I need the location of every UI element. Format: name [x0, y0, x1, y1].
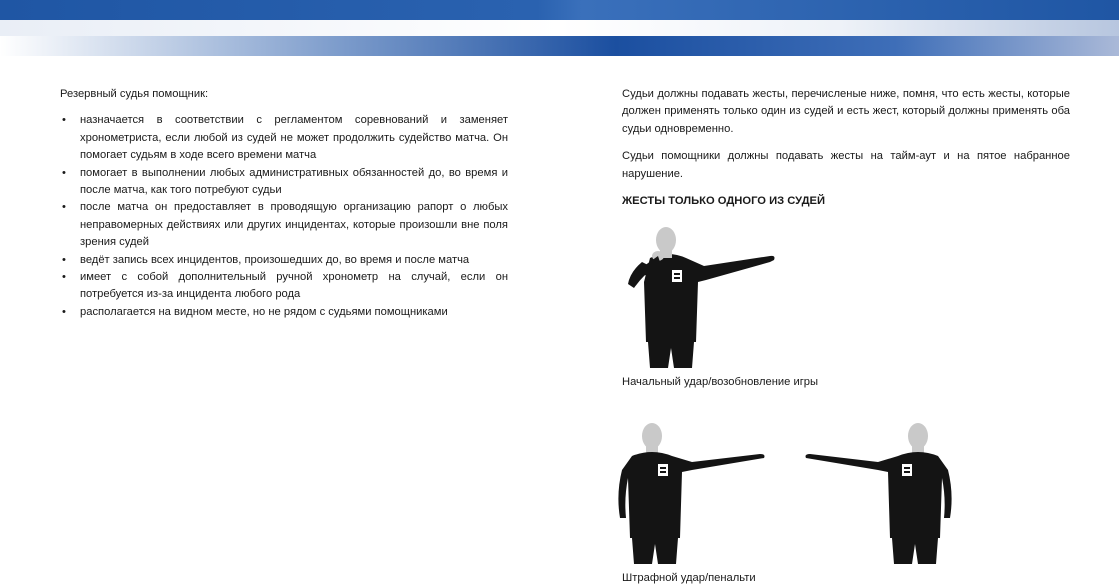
right-column — [622, 86, 1070, 183]
list-item: • после матча он предоставляет в проводящую организацию рапорт о любых неправомерных действиях или других инцидентах, которые произошли вне поля зрения судей — [60, 199, 508, 251]
signals-intro-paragraph: Судьи должны подавать жесты, перечисленые ниже, помня, что есть жесты, которые должен применять только один из судей и есть жест, который должны применять оба судьи одновременно. — [622, 88, 1070, 135]
banner-middle-stripe — [0, 20, 1119, 36]
free-kick-caption: Штрафной удар/пенальти — [622, 572, 756, 584]
list-item: • имеет с собой дополнительный ручной хронометр на случай, если он потребуется из-за инцидента любого рода — [60, 269, 508, 304]
reserve-referee-heading: Резервный судья помощник: — [60, 88, 209, 100]
left-column — [60, 86, 508, 321]
list-item: • располагается на видном месте, но не рядом с судьями помощниками — [60, 304, 508, 321]
kickoff-caption: Начальный удар/возобновление игры — [622, 376, 819, 388]
section-title: ЖЕСТЫ ТОЛЬКО ОДНОГО ИЗ СУДЕЙ — [622, 195, 826, 207]
list-item: • назначается в соответствии с регламентом соревнований и заменяет хронометриста, если любой из судей не может продолжить судейство матча. Он помогает судьям в ходе всего времени матча — [60, 112, 508, 164]
list-item: • ведёт запись всех инцидентов, произошедших до, во время и после матча — [60, 252, 508, 269]
list-item: • помогает в выполнении любых административных обязанностей до, во время и после матча, как того потребуют судьи — [60, 165, 508, 200]
referee-kickoff-figure — [620, 222, 780, 368]
banner-bottom-stripe — [0, 36, 1119, 56]
banner-top-stripe — [0, 0, 1119, 20]
header-banner — [0, 0, 1119, 56]
duties-list — [60, 112, 508, 321]
referee-free-kick-figure-right — [798, 418, 958, 564]
referee-free-kick-figure-left — [612, 418, 772, 564]
assistant-signals-paragraph: Судьи помощники должны подавать жесты на тайм-аут и на пятое набранное нарушение. — [622, 150, 1070, 180]
